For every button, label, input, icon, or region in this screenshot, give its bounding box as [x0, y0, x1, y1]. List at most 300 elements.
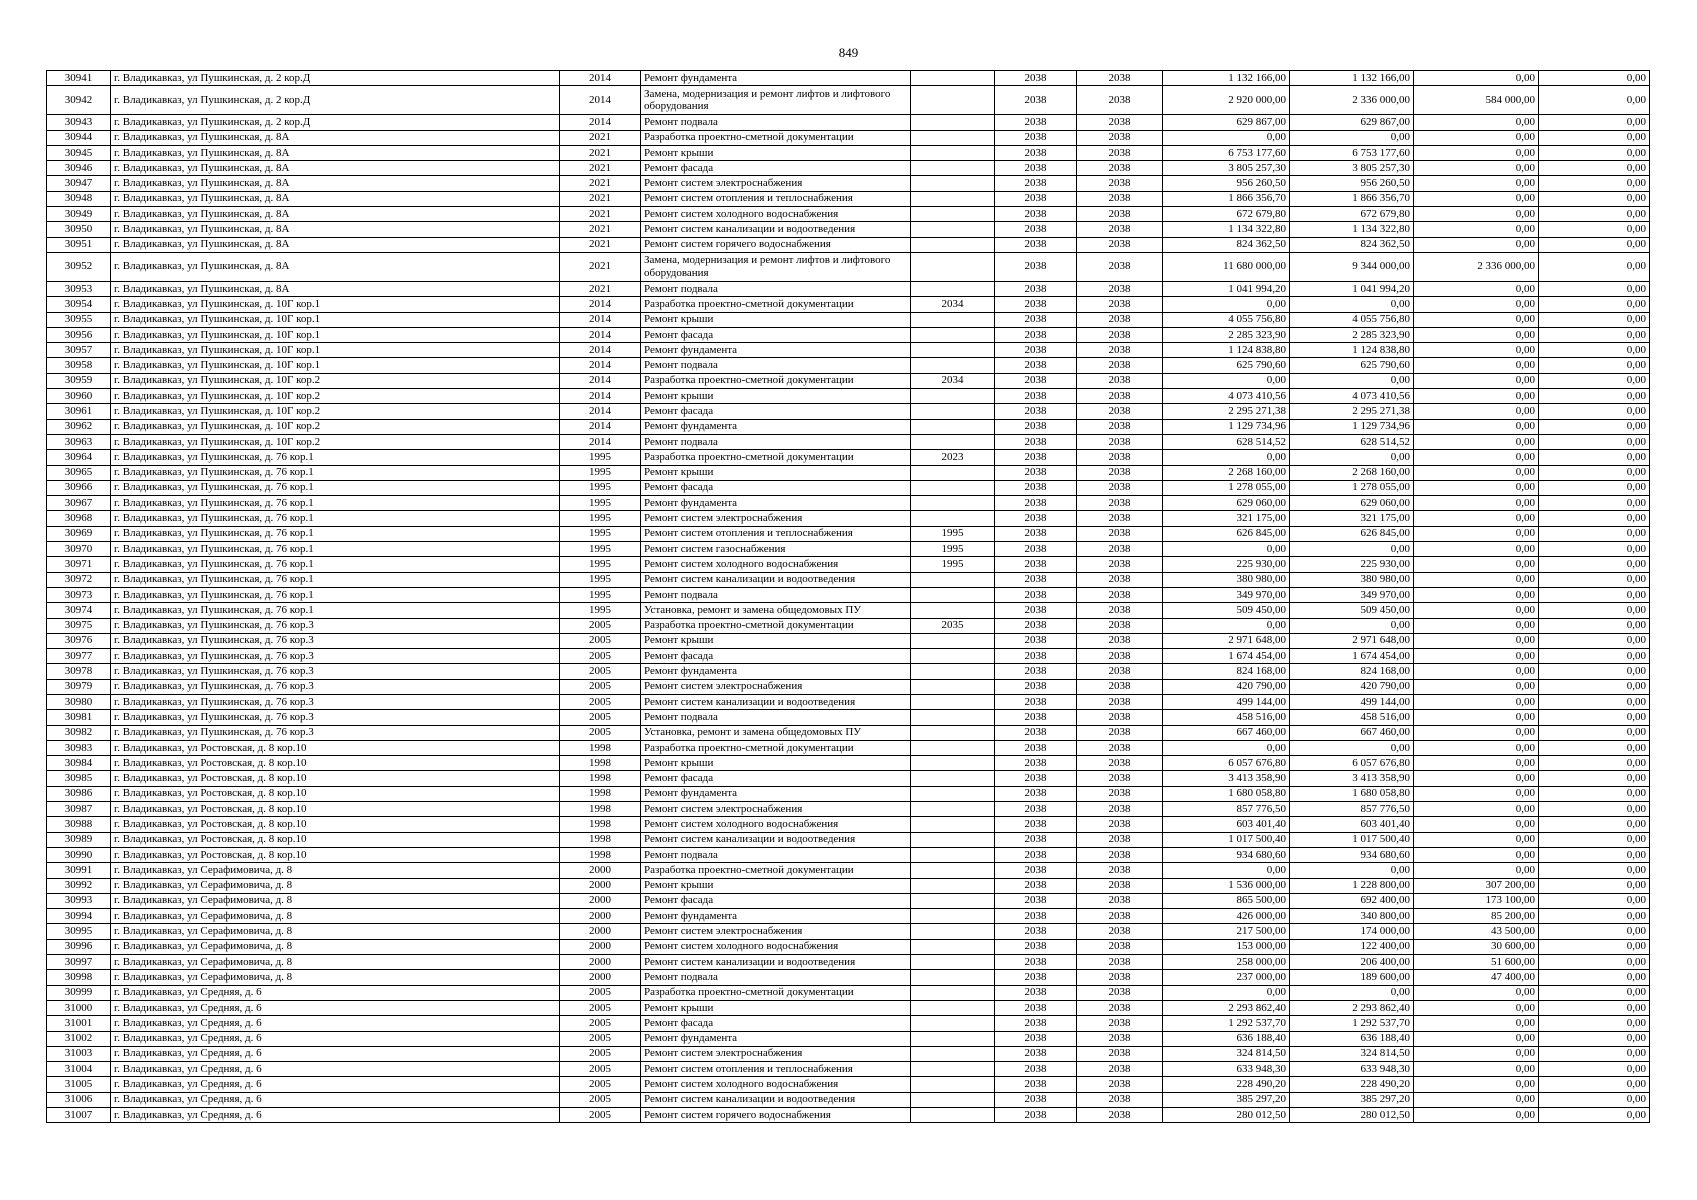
cell-row-number: 30990 — [47, 847, 111, 862]
cell-build-year: 2014 — [560, 358, 641, 373]
table-row — [47, 618, 1650, 633]
cell-fund-cost: 380 980,00 — [1290, 572, 1414, 587]
cell-address: г. Владикавказ, ул Средняя, д. 6 — [111, 1108, 560, 1123]
cell-fund-cost: 2 295 271,38 — [1290, 404, 1414, 419]
table-row — [47, 955, 1650, 970]
cell-owner-cost: 0,00 — [1414, 434, 1539, 449]
cell-end-year: 2038 — [1077, 802, 1163, 817]
cell-row-number: 30974 — [47, 603, 111, 618]
cell-address: г. Владикавказ, ул Пушкинская, д. 8А — [111, 237, 560, 252]
cell-other-cost: 0,00 — [1539, 526, 1650, 541]
cell-planned-year: 1995 — [911, 542, 995, 557]
cell-total-cost: 0,00 — [1163, 863, 1290, 878]
cell-total-cost: 237 000,00 — [1163, 970, 1290, 985]
cell-planned-year — [911, 252, 995, 281]
cell-owner-cost: 0,00 — [1414, 557, 1539, 572]
cell-planned-year — [911, 587, 995, 602]
table-row — [47, 664, 1650, 679]
cell-total-cost: 0,00 — [1163, 297, 1290, 312]
cell-planned-year — [911, 71, 995, 86]
table-row — [47, 878, 1650, 893]
cell-work-type: Ремонт систем канализации и водоотведения — [641, 955, 911, 970]
cell-start-year: 2038 — [995, 649, 1077, 664]
cell-address: г. Владикавказ, ул Ростовская, д. 8 кор.10 — [111, 847, 560, 862]
cell-end-year: 2038 — [1077, 191, 1163, 206]
cell-planned-year — [911, 924, 995, 939]
cell-work-type: Ремонт подвала — [641, 358, 911, 373]
cell-other-cost: 0,00 — [1539, 496, 1650, 511]
cell-planned-year — [911, 603, 995, 618]
cell-build-year: 2005 — [560, 1092, 641, 1107]
cell-build-year: 2005 — [560, 679, 641, 694]
cell-total-cost: 2 971 648,00 — [1163, 633, 1290, 648]
cell-build-year: 2005 — [560, 725, 641, 740]
cell-other-cost: 0,00 — [1539, 618, 1650, 633]
cell-planned-year — [911, 389, 995, 404]
cell-planned-year — [911, 237, 995, 252]
cell-other-cost: 0,00 — [1539, 511, 1650, 526]
cell-total-cost: 865 500,00 — [1163, 893, 1290, 908]
cell-row-number: 30956 — [47, 327, 111, 342]
cell-other-cost: 0,00 — [1539, 191, 1650, 206]
cell-other-cost: 0,00 — [1539, 710, 1650, 725]
cell-build-year: 2021 — [560, 145, 641, 160]
cell-address: г. Владикавказ, ул Серафимовича, д. 8 — [111, 955, 560, 970]
cell-planned-year — [911, 496, 995, 511]
table-row — [47, 145, 1650, 160]
cell-build-year: 1998 — [560, 847, 641, 862]
cell-owner-cost: 30 600,00 — [1414, 939, 1539, 954]
cell-build-year: 2021 — [560, 176, 641, 191]
cell-work-type: Ремонт систем холодного водоснабжения — [641, 817, 911, 832]
table-row — [47, 86, 1650, 115]
cell-start-year: 2038 — [995, 71, 1077, 86]
cell-row-number: 30947 — [47, 176, 111, 191]
cell-build-year: 2005 — [560, 618, 641, 633]
cell-row-number: 30965 — [47, 465, 111, 480]
cell-work-type: Ремонт систем электроснабжения — [641, 802, 911, 817]
cell-start-year: 2038 — [995, 878, 1077, 893]
cell-planned-year — [911, 725, 995, 740]
cell-fund-cost: 0,00 — [1290, 985, 1414, 1000]
table-row — [47, 740, 1650, 755]
cell-build-year: 2005 — [560, 1000, 641, 1015]
cell-other-cost: 0,00 — [1539, 817, 1650, 832]
cell-owner-cost: 0,00 — [1414, 710, 1539, 725]
table-row — [47, 297, 1650, 312]
cell-fund-cost: 956 260,50 — [1290, 176, 1414, 191]
cell-work-type: Разработка проектно-сметной документации — [641, 740, 911, 755]
cell-address: г. Владикавказ, ул Ростовская, д. 8 кор.10 — [111, 786, 560, 801]
cell-work-type: Ремонт систем электроснабжения — [641, 511, 911, 526]
cell-work-type: Замена, модернизация и ремонт лифтов и лифтового оборудования — [641, 86, 911, 115]
table-row — [47, 281, 1650, 296]
cell-fund-cost: 3 413 358,90 — [1290, 771, 1414, 786]
cell-planned-year — [911, 207, 995, 222]
cell-fund-cost: 324 814,50 — [1290, 1046, 1414, 1061]
table-row — [47, 1016, 1650, 1031]
cell-build-year: 2005 — [560, 1108, 641, 1123]
cell-other-cost: 0,00 — [1539, 358, 1650, 373]
cell-other-cost: 0,00 — [1539, 955, 1650, 970]
cell-fund-cost: 692 400,00 — [1290, 893, 1414, 908]
cell-start-year: 2038 — [995, 710, 1077, 725]
cell-start-year: 2038 — [995, 725, 1077, 740]
cell-build-year: 1995 — [560, 572, 641, 587]
cell-work-type: Разработка проектно-сметной документации — [641, 130, 911, 145]
cell-end-year: 2038 — [1077, 909, 1163, 924]
cell-fund-cost: 0,00 — [1290, 130, 1414, 145]
cell-fund-cost: 629 867,00 — [1290, 115, 1414, 130]
cell-build-year: 2005 — [560, 1062, 641, 1077]
cell-fund-cost: 1 041 994,20 — [1290, 281, 1414, 296]
cell-end-year: 2038 — [1077, 740, 1163, 755]
cell-end-year: 2038 — [1077, 312, 1163, 327]
cell-work-type: Ремонт систем электроснабжения — [641, 679, 911, 694]
cell-row-number: 30970 — [47, 542, 111, 557]
cell-end-year: 2038 — [1077, 130, 1163, 145]
table-row — [47, 130, 1650, 145]
cell-start-year: 2038 — [995, 86, 1077, 115]
cell-row-number: 30975 — [47, 618, 111, 633]
cell-total-cost: 1 132 166,00 — [1163, 71, 1290, 86]
cell-build-year: 1995 — [560, 496, 641, 511]
cell-owner-cost: 0,00 — [1414, 756, 1539, 771]
table-row — [47, 526, 1650, 541]
cell-row-number: 30954 — [47, 297, 111, 312]
cell-other-cost: 0,00 — [1539, 1031, 1650, 1046]
cell-row-number: 30967 — [47, 496, 111, 511]
cell-fund-cost: 0,00 — [1290, 373, 1414, 388]
cell-work-type: Ремонт фундамента — [641, 496, 911, 511]
table-row — [47, 252, 1650, 281]
cell-fund-cost: 667 460,00 — [1290, 725, 1414, 740]
cell-address: г. Владикавказ, ул Средняя, д. 6 — [111, 1046, 560, 1061]
cell-start-year: 2038 — [995, 434, 1077, 449]
cell-address: г. Владикавказ, ул Пушкинская, д. 76 кор.1 — [111, 603, 560, 618]
cell-owner-cost: 43 500,00 — [1414, 924, 1539, 939]
cell-build-year: 1995 — [560, 587, 641, 602]
cell-planned-year — [911, 970, 995, 985]
cell-planned-year — [911, 434, 995, 449]
cell-other-cost: 0,00 — [1539, 176, 1650, 191]
cell-row-number: 30983 — [47, 740, 111, 755]
cell-end-year: 2038 — [1077, 603, 1163, 618]
cell-end-year: 2038 — [1077, 389, 1163, 404]
cell-start-year: 2038 — [995, 297, 1077, 312]
cell-row-number: 31005 — [47, 1077, 111, 1092]
cell-planned-year: 2034 — [911, 373, 995, 388]
cell-work-type: Замена, модернизация и ремонт лифтов и лифтового оборудования — [641, 252, 911, 281]
cell-fund-cost: 1 017 500,40 — [1290, 832, 1414, 847]
cell-row-number: 30988 — [47, 817, 111, 832]
cell-other-cost: 0,00 — [1539, 740, 1650, 755]
cell-fund-cost: 321 175,00 — [1290, 511, 1414, 526]
cell-work-type: Ремонт крыши — [641, 756, 911, 771]
cell-address: г. Владикавказ, ул Пушкинская, д. 10Г кор.2 — [111, 434, 560, 449]
cell-start-year: 2038 — [995, 893, 1077, 908]
cell-owner-cost: 0,00 — [1414, 419, 1539, 434]
cell-row-number: 31006 — [47, 1092, 111, 1107]
cell-work-type: Ремонт систем горячего водоснабжения — [641, 1108, 911, 1123]
cell-owner-cost: 173 100,00 — [1414, 893, 1539, 908]
cell-build-year: 2021 — [560, 281, 641, 296]
cell-row-number: 30989 — [47, 832, 111, 847]
cell-total-cost: 426 000,00 — [1163, 909, 1290, 924]
cell-end-year: 2038 — [1077, 939, 1163, 954]
cell-build-year: 2000 — [560, 955, 641, 970]
cell-start-year: 2038 — [995, 970, 1077, 985]
cell-end-year: 2038 — [1077, 618, 1163, 633]
cell-fund-cost: 1 132 166,00 — [1290, 71, 1414, 86]
cell-start-year: 2038 — [995, 802, 1077, 817]
cell-row-number: 30959 — [47, 373, 111, 388]
cell-total-cost: 225 930,00 — [1163, 557, 1290, 572]
table-row — [47, 924, 1650, 939]
cell-end-year: 2038 — [1077, 985, 1163, 1000]
cell-planned-year — [911, 358, 995, 373]
cell-total-cost: 667 460,00 — [1163, 725, 1290, 740]
cell-build-year: 1998 — [560, 740, 641, 755]
cell-address: г. Владикавказ, ул Пушкинская, д. 8А — [111, 130, 560, 145]
cell-fund-cost: 385 297,20 — [1290, 1092, 1414, 1107]
cell-other-cost: 0,00 — [1539, 480, 1650, 495]
cell-end-year: 2038 — [1077, 863, 1163, 878]
cell-build-year: 2014 — [560, 343, 641, 358]
cell-start-year: 2038 — [995, 115, 1077, 130]
cell-end-year: 2038 — [1077, 679, 1163, 694]
cell-total-cost: 4 055 756,80 — [1163, 312, 1290, 327]
cell-total-cost: 1 124 838,80 — [1163, 343, 1290, 358]
table-row — [47, 480, 1650, 495]
cell-owner-cost: 0,00 — [1414, 297, 1539, 312]
cell-other-cost: 0,00 — [1539, 252, 1650, 281]
cell-row-number: 30949 — [47, 207, 111, 222]
cell-owner-cost: 0,00 — [1414, 725, 1539, 740]
cell-build-year: 1998 — [560, 802, 641, 817]
cell-build-year: 2005 — [560, 633, 641, 648]
cell-owner-cost: 0,00 — [1414, 373, 1539, 388]
cell-address: г. Владикавказ, ул Средняя, д. 6 — [111, 1016, 560, 1031]
cell-total-cost: 349 970,00 — [1163, 587, 1290, 602]
cell-fund-cost: 206 400,00 — [1290, 955, 1414, 970]
cell-other-cost: 0,00 — [1539, 145, 1650, 160]
cell-end-year: 2038 — [1077, 176, 1163, 191]
cell-start-year: 2038 — [995, 1062, 1077, 1077]
cell-planned-year — [911, 115, 995, 130]
cell-total-cost: 1 292 537,70 — [1163, 1016, 1290, 1031]
cell-build-year: 1995 — [560, 542, 641, 557]
cell-address: г. Владикавказ, ул Пушкинская, д. 2 кор.Д — [111, 115, 560, 130]
cell-fund-cost: 672 679,80 — [1290, 207, 1414, 222]
table-row — [47, 358, 1650, 373]
cell-other-cost: 0,00 — [1539, 1016, 1650, 1031]
cell-total-cost: 258 000,00 — [1163, 955, 1290, 970]
cell-owner-cost: 0,00 — [1414, 1031, 1539, 1046]
cell-start-year: 2038 — [995, 1046, 1077, 1061]
cell-other-cost: 0,00 — [1539, 389, 1650, 404]
cell-work-type: Ремонт подвала — [641, 587, 911, 602]
cell-end-year: 2038 — [1077, 404, 1163, 419]
cell-planned-year — [911, 145, 995, 160]
cell-work-type: Разработка проектно-сметной документации — [641, 863, 911, 878]
cell-other-cost: 0,00 — [1539, 1077, 1650, 1092]
cell-address: г. Владикавказ, ул Пушкинская, д. 8А — [111, 207, 560, 222]
cell-row-number: 30961 — [47, 404, 111, 419]
cell-total-cost: 0,00 — [1163, 618, 1290, 633]
cell-planned-year — [911, 222, 995, 237]
cell-planned-year — [911, 1077, 995, 1092]
cell-total-cost: 6 057 676,80 — [1163, 756, 1290, 771]
cell-address: г. Владикавказ, ул Серафимовича, д. 8 — [111, 909, 560, 924]
cell-build-year: 2000 — [560, 924, 641, 939]
cell-address: г. Владикавказ, ул Пушкинская, д. 76 кор.3 — [111, 725, 560, 740]
cell-address: г. Владикавказ, ул Пушкинская, д. 76 кор.3 — [111, 664, 560, 679]
cell-address: г. Владикавказ, ул Серафимовича, д. 8 — [111, 893, 560, 908]
cell-address: г. Владикавказ, ул Пушкинская, д. 76 кор.1 — [111, 587, 560, 602]
cell-other-cost: 0,00 — [1539, 1108, 1650, 1123]
cell-total-cost: 0,00 — [1163, 130, 1290, 145]
cell-address: г. Владикавказ, ул Пушкинская, д. 8А — [111, 176, 560, 191]
cell-start-year: 2038 — [995, 145, 1077, 160]
cell-build-year: 1998 — [560, 771, 641, 786]
cell-owner-cost: 0,00 — [1414, 191, 1539, 206]
cell-work-type: Ремонт фундамента — [641, 909, 911, 924]
cell-total-cost: 824 362,50 — [1163, 237, 1290, 252]
cell-build-year: 2014 — [560, 373, 641, 388]
cell-fund-cost: 1 292 537,70 — [1290, 1016, 1414, 1031]
cell-build-year: 2005 — [560, 649, 641, 664]
cell-address: г. Владикавказ, ул Пушкинская, д. 10Г кор.2 — [111, 419, 560, 434]
cell-owner-cost: 0,00 — [1414, 389, 1539, 404]
cell-build-year: 2005 — [560, 1016, 641, 1031]
cell-end-year: 2038 — [1077, 373, 1163, 388]
table-row — [47, 161, 1650, 176]
cell-row-number: 30979 — [47, 679, 111, 694]
cell-total-cost: 626 845,00 — [1163, 526, 1290, 541]
cell-build-year: 2005 — [560, 694, 641, 709]
table-row — [47, 710, 1650, 725]
cell-fund-cost: 857 776,50 — [1290, 802, 1414, 817]
cell-address: г. Владикавказ, ул Серафимовича, д. 8 — [111, 939, 560, 954]
cell-total-cost: 672 679,80 — [1163, 207, 1290, 222]
cell-work-type: Разработка проектно-сметной документации — [641, 985, 911, 1000]
cell-other-cost: 0,00 — [1539, 771, 1650, 786]
cell-planned-year — [911, 832, 995, 847]
cell-address: г. Владикавказ, ул Пушкинская, д. 76 кор.1 — [111, 572, 560, 587]
table-row — [47, 1077, 1650, 1092]
cell-end-year: 2038 — [1077, 480, 1163, 495]
cell-build-year: 2000 — [560, 970, 641, 985]
cell-planned-year — [911, 802, 995, 817]
cell-owner-cost: 0,00 — [1414, 1077, 1539, 1092]
cell-end-year: 2038 — [1077, 1046, 1163, 1061]
cell-fund-cost: 628 514,52 — [1290, 434, 1414, 449]
cell-other-cost: 0,00 — [1539, 847, 1650, 862]
cell-other-cost: 0,00 — [1539, 1092, 1650, 1107]
cell-address: г. Владикавказ, ул Пушкинская, д. 76 кор.1 — [111, 526, 560, 541]
cell-total-cost: 636 188,40 — [1163, 1031, 1290, 1046]
cell-other-cost: 0,00 — [1539, 893, 1650, 908]
cell-row-number: 30997 — [47, 955, 111, 970]
cell-other-cost: 0,00 — [1539, 878, 1650, 893]
cell-start-year: 2038 — [995, 924, 1077, 939]
cell-owner-cost: 0,00 — [1414, 1046, 1539, 1061]
cell-address: г. Владикавказ, ул Серафимовича, д. 8 — [111, 878, 560, 893]
cell-build-year: 1995 — [560, 603, 641, 618]
cell-other-cost: 0,00 — [1539, 832, 1650, 847]
cell-fund-cost: 0,00 — [1290, 618, 1414, 633]
cell-address: г. Владикавказ, ул Пушкинская, д. 76 кор.3 — [111, 649, 560, 664]
cell-fund-cost: 3 805 257,30 — [1290, 161, 1414, 176]
cell-work-type: Ремонт систем отопления и теплоснабжения — [641, 1062, 911, 1077]
cell-address: г. Владикавказ, ул Пушкинская, д. 10Г кор.2 — [111, 404, 560, 419]
cell-end-year: 2038 — [1077, 786, 1163, 801]
cell-address: г. Владикавказ, ул Средняя, д. 6 — [111, 1062, 560, 1077]
cell-total-cost: 0,00 — [1163, 373, 1290, 388]
cell-total-cost: 2 295 271,38 — [1163, 404, 1290, 419]
cell-work-type: Ремонт систем газоснабжения — [641, 542, 911, 557]
cell-end-year: 2038 — [1077, 649, 1163, 664]
cell-address: г. Владикавказ, ул Пушкинская, д. 76 кор.1 — [111, 496, 560, 511]
cell-row-number: 30981 — [47, 710, 111, 725]
cell-build-year: 2000 — [560, 893, 641, 908]
cell-work-type: Ремонт фасада — [641, 404, 911, 419]
cell-address: г. Владикавказ, ул Ростовская, д. 8 кор.10 — [111, 771, 560, 786]
cell-start-year: 2038 — [995, 496, 1077, 511]
cell-end-year: 2038 — [1077, 252, 1163, 281]
cell-planned-year — [911, 1016, 995, 1031]
cell-address: г. Владикавказ, ул Пушкинская, д. 76 кор.3 — [111, 694, 560, 709]
cell-start-year: 2038 — [995, 1000, 1077, 1015]
cell-other-cost: 0,00 — [1539, 939, 1650, 954]
cell-start-year: 2038 — [995, 465, 1077, 480]
cell-work-type: Ремонт подвала — [641, 847, 911, 862]
cell-fund-cost: 349 970,00 — [1290, 587, 1414, 602]
cell-work-type: Разработка проектно-сметной документации — [641, 618, 911, 633]
cell-build-year: 2014 — [560, 312, 641, 327]
cell-fund-cost: 340 800,00 — [1290, 909, 1414, 924]
cell-total-cost: 629 060,00 — [1163, 496, 1290, 511]
cell-total-cost: 6 753 177,60 — [1163, 145, 1290, 160]
cell-total-cost: 629 867,00 — [1163, 115, 1290, 130]
cell-address: г. Владикавказ, ул Серафимовича, д. 8 — [111, 970, 560, 985]
cell-work-type: Ремонт систем канализации и водоотведения — [641, 694, 911, 709]
cell-start-year: 2038 — [995, 480, 1077, 495]
cell-start-year: 2038 — [995, 404, 1077, 419]
table-row — [47, 817, 1650, 832]
cell-other-cost: 0,00 — [1539, 404, 1650, 419]
cell-planned-year — [911, 511, 995, 526]
cell-other-cost: 0,00 — [1539, 281, 1650, 296]
cell-address: г. Владикавказ, ул Ростовская, д. 8 кор.10 — [111, 832, 560, 847]
cell-row-number: 30953 — [47, 281, 111, 296]
cell-owner-cost: 0,00 — [1414, 587, 1539, 602]
cell-total-cost: 0,00 — [1163, 985, 1290, 1000]
cell-start-year: 2038 — [995, 252, 1077, 281]
cell-work-type: Ремонт систем отопления и теплоснабжения — [641, 191, 911, 206]
cell-fund-cost: 4 055 756,80 — [1290, 312, 1414, 327]
cell-work-type: Ремонт крыши — [641, 465, 911, 480]
cell-address: г. Владикавказ, ул Средняя, д. 6 — [111, 1077, 560, 1092]
cell-total-cost: 380 980,00 — [1163, 572, 1290, 587]
cell-total-cost: 420 790,00 — [1163, 679, 1290, 694]
cell-row-number: 31000 — [47, 1000, 111, 1015]
cell-other-cost: 0,00 — [1539, 802, 1650, 817]
cell-owner-cost: 0,00 — [1414, 480, 1539, 495]
cell-start-year: 2038 — [995, 587, 1077, 602]
cell-owner-cost: 2 336 000,00 — [1414, 252, 1539, 281]
